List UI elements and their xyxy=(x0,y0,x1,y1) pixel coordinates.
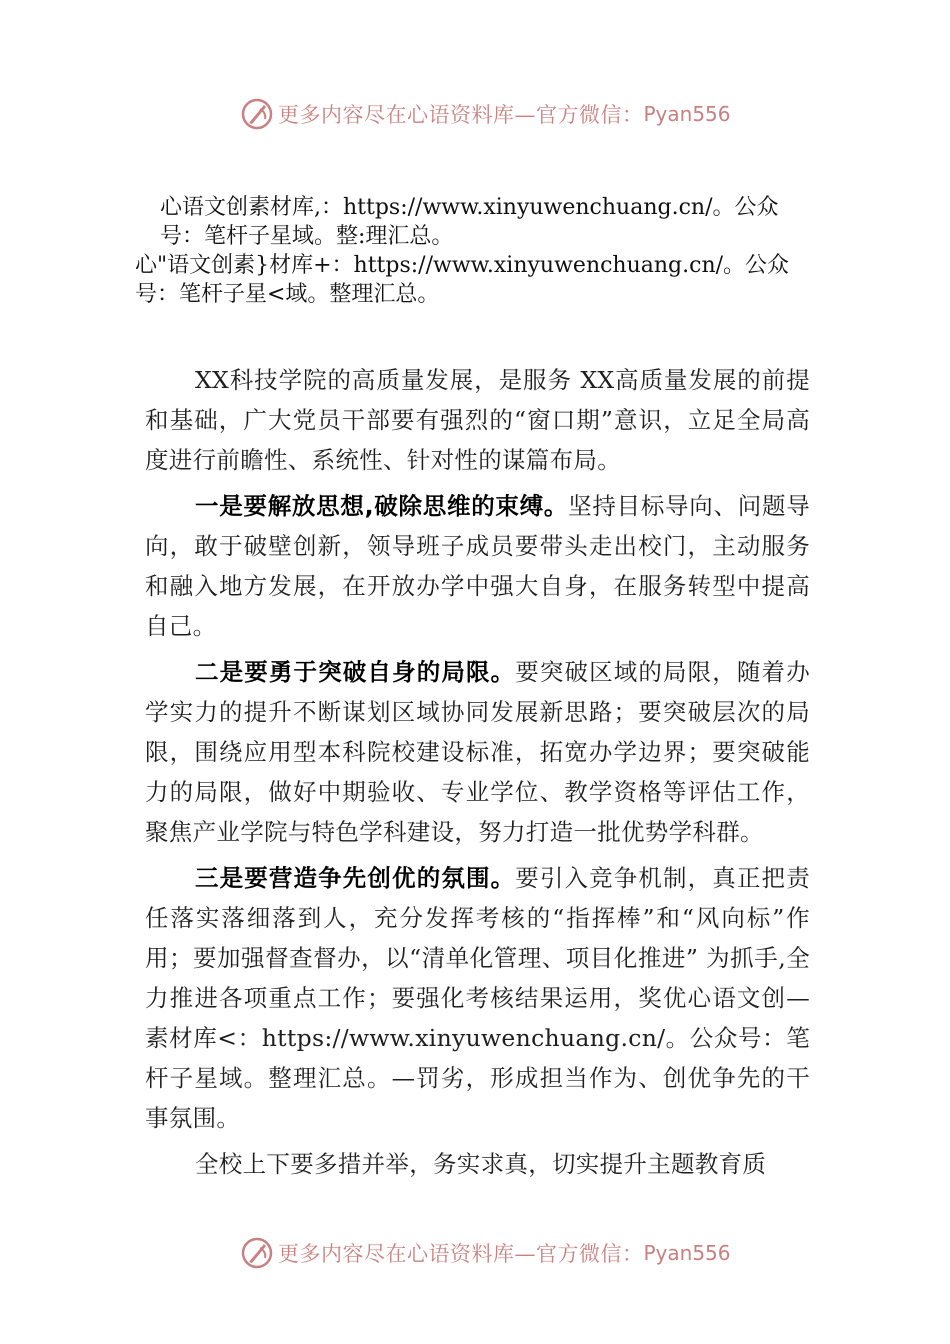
source-note-1: 心语文创素材库,：https://www.xinyuwenchuang.cn/。公众 号：笔杆子星域。整:理汇总。 xyxy=(160,195,779,249)
document-body xyxy=(145,360,810,1190)
point-2-heading: 二是要勇于突破自身的局限。 xyxy=(195,658,516,686)
banner-wechat-id: Pyan556 xyxy=(643,102,731,126)
quill-logo-icon xyxy=(240,97,274,131)
banner-wechat-id: Pyan556 xyxy=(643,1241,731,1265)
quill-logo-icon xyxy=(240,1236,274,1270)
source-note-2: 心"语文创素}材库+：https://www.xinyuwenchuang.cn/。公众 号：笔杆子星<域。整理汇总。 xyxy=(135,253,790,307)
point-3-heading: 三是要营造争先创优的氛围。 xyxy=(195,864,516,892)
paragraph-point-3: 三是要营造争先创优的氛围。要引入竞争机制，真正把责任落实落细落到人，充分发挥考核的“指挥棒”和“风向标”作用；要加强督查督办，以“清单化管理、项目化推进” 为抓手,全力推进各项重点工作；要强化考核结果运用，奖优心语文创—素材库<：https://www.xinyuwenchuang.cn/。公众号：笔杆子星域。整理汇总。—罚劣，形成担当作为、创优争先的干事氛围。 xyxy=(145,864,810,1132)
header-watermark-banner xyxy=(240,94,760,134)
point-1-heading: 一是要解放思想,破除思维的束缚。 xyxy=(195,492,569,520)
paragraph-intro: XX科技学院的高质量发展，是服务 XX高质量发展的前提和基础，广大党员干部要有强烈的“窗口期”意识，立足全局高度进行前瞻性、系统性、针对性的谋篇布局。 xyxy=(145,366,810,474)
paragraph-closing: 全校上下要多措并举，务实求真，切实提升主题教育质 xyxy=(195,1150,767,1178)
banner-text: 更多内容尽在心语资料库—官方微信： xyxy=(278,103,644,127)
footer-watermark-banner xyxy=(240,1233,760,1273)
banner-text: 更多内容尽在心语资料库—官方微信： xyxy=(278,1242,644,1266)
paragraph-point-2: 二是要勇于突破自身的局限。要突破区域的局限，随着办学实力的提升不断谋划区域协同发展新思路；要突破层次的局限，围绕应用型本科院校建设标准，拓宽办学边界；要突破能力的局限，做好中期验收、专业学位、教学资格等评估工作，聚焦产业学院与特色学科建设，努力打造一批优势学科群。 xyxy=(145,658,810,846)
paragraph-point-1: 一是要解放思想,破除思维的束缚。坚持目标导向、问题导向，敢于破壁创新，领导班子成员要带头走出校门，主动服务和融入地方发展，在开放办学中强大自身，在服务转型中提高自己。 xyxy=(145,492,811,640)
